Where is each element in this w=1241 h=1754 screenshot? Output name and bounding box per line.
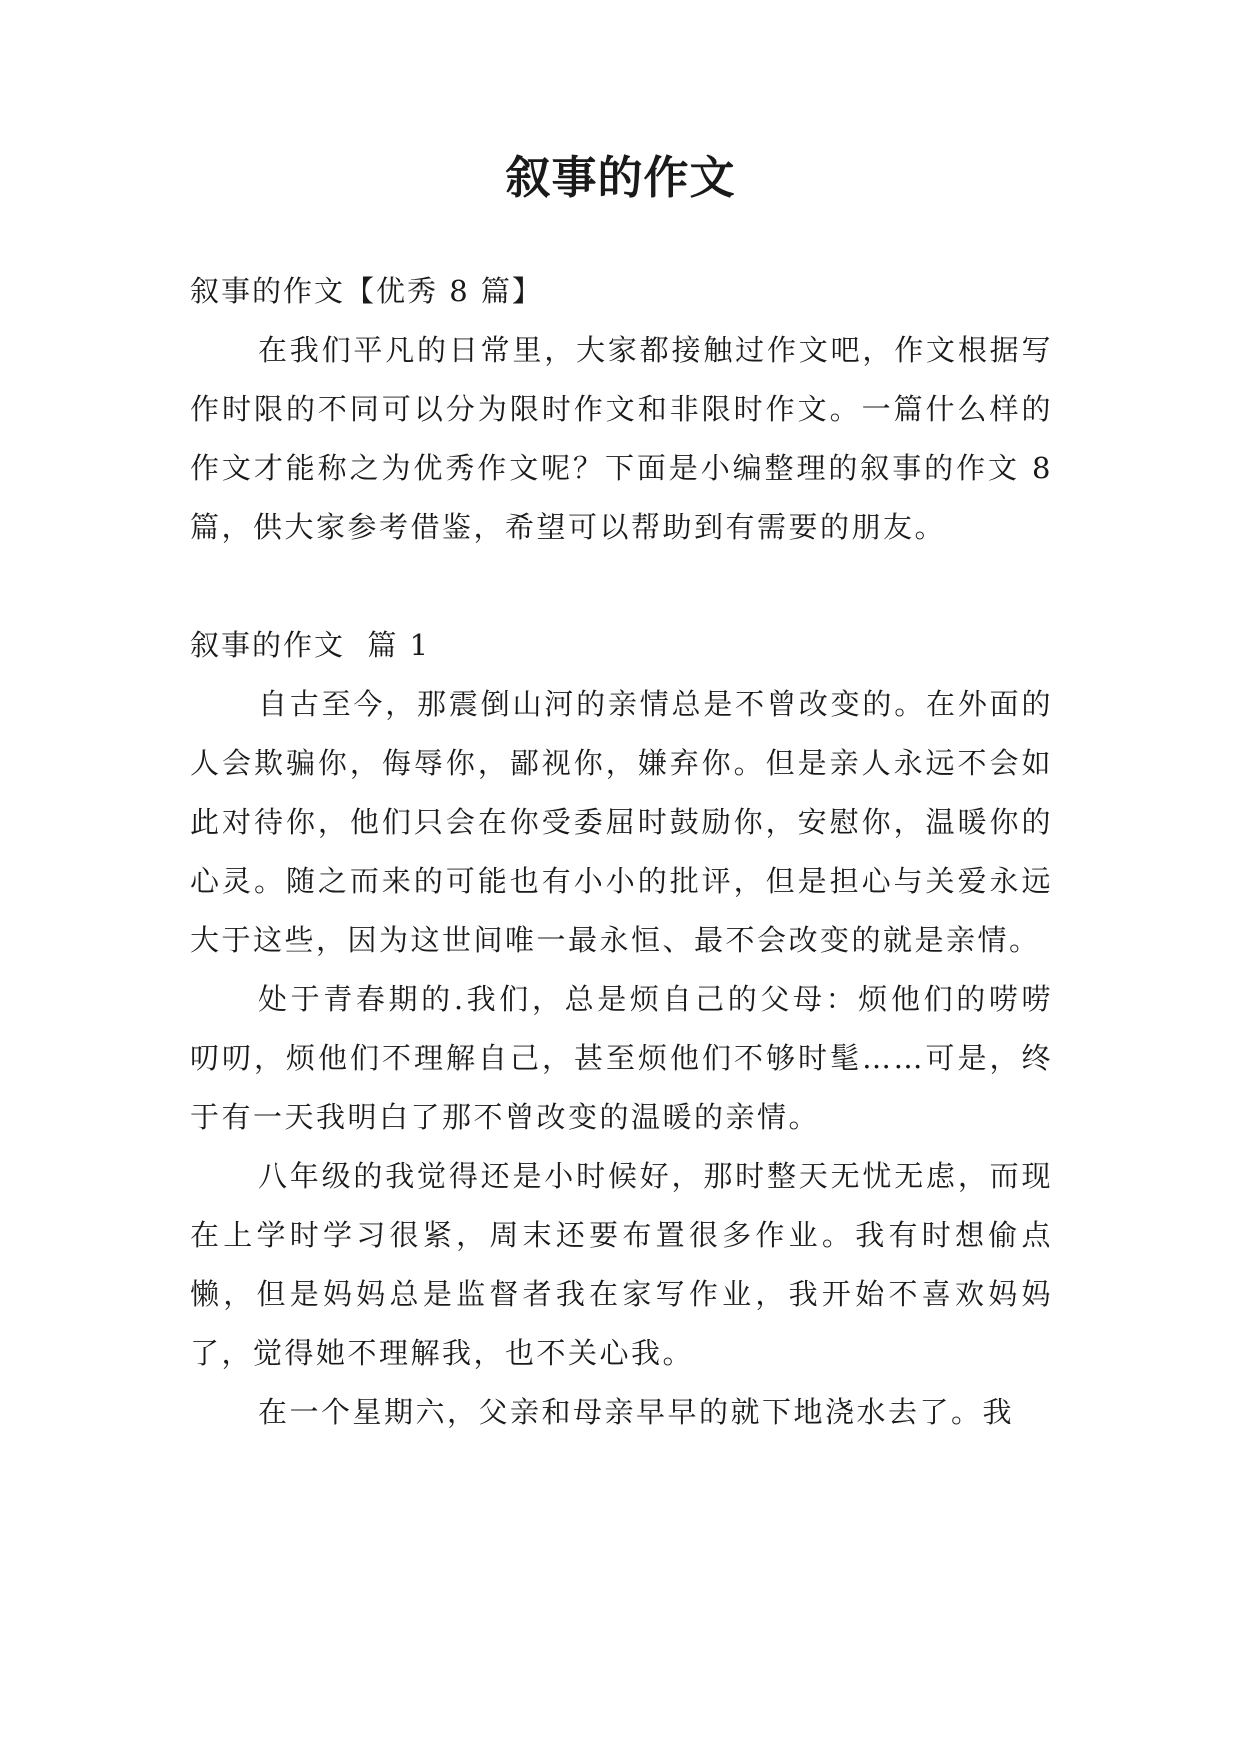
document-subtitle: 叙事的作文【优秀 8 篇】 — [190, 274, 543, 308]
section-paragraph-4: 在一个星期六，父亲和母亲早早的就下地浇水去了。我 — [258, 1395, 1015, 1429]
section-spacer — [190, 557, 1053, 616]
section-paragraph-3: 八年级的我觉得还是小时候好，那时整天无忧无虑，而现在上学时学习很紧，周末还要布置很多作业。我有时想偷点懒，但是妈妈总是监督者我在家写作业，我开始不喜欢妈妈了，觉得她不理解我，也不关心我。 — [190, 1159, 1053, 1370]
section-heading: 叙事的作文 篇 1 — [190, 628, 431, 662]
section-paragraph-2: 处于青春期的.我们，总是烦自己的父母：烦他们的唠唠叨叨，烦他们不理解自己，甚至烦他们不够时髦……可是，终于有一天我明白了那不曾改变的温暖的亲情。 — [190, 982, 1053, 1134]
section-paragraph-1: 自古至今，那震倒山河的亲情总是不曾改变的。在外面的人会欺骗你，侮辱你，鄙视你，嫌弃你。但是亲人永远不会如此对待你，他们只会在你受委屈时鼓励你，安慰你，温暖你的心灵。随之而来的可能也有小小的批评，但是担心与关爱永远大于这些，因为这世间唯一最永恒、最不会改变的就是亲情。 — [190, 687, 1053, 957]
document-title: 叙事的作文 — [505, 151, 736, 204]
document-body — [190, 262, 1053, 1442]
intro-paragraph: 在我们平凡的日常里，大家都接触过作文吧，作文根据写作时限的不同可以分为限时作文和非限时作文。一篇什么样的作文才能称之为优秀作文呢？下面是小编整理的叙事的作文 8 篇，供大家参考借鉴，希望可以帮助到有需要的朋友。 — [190, 333, 1053, 544]
